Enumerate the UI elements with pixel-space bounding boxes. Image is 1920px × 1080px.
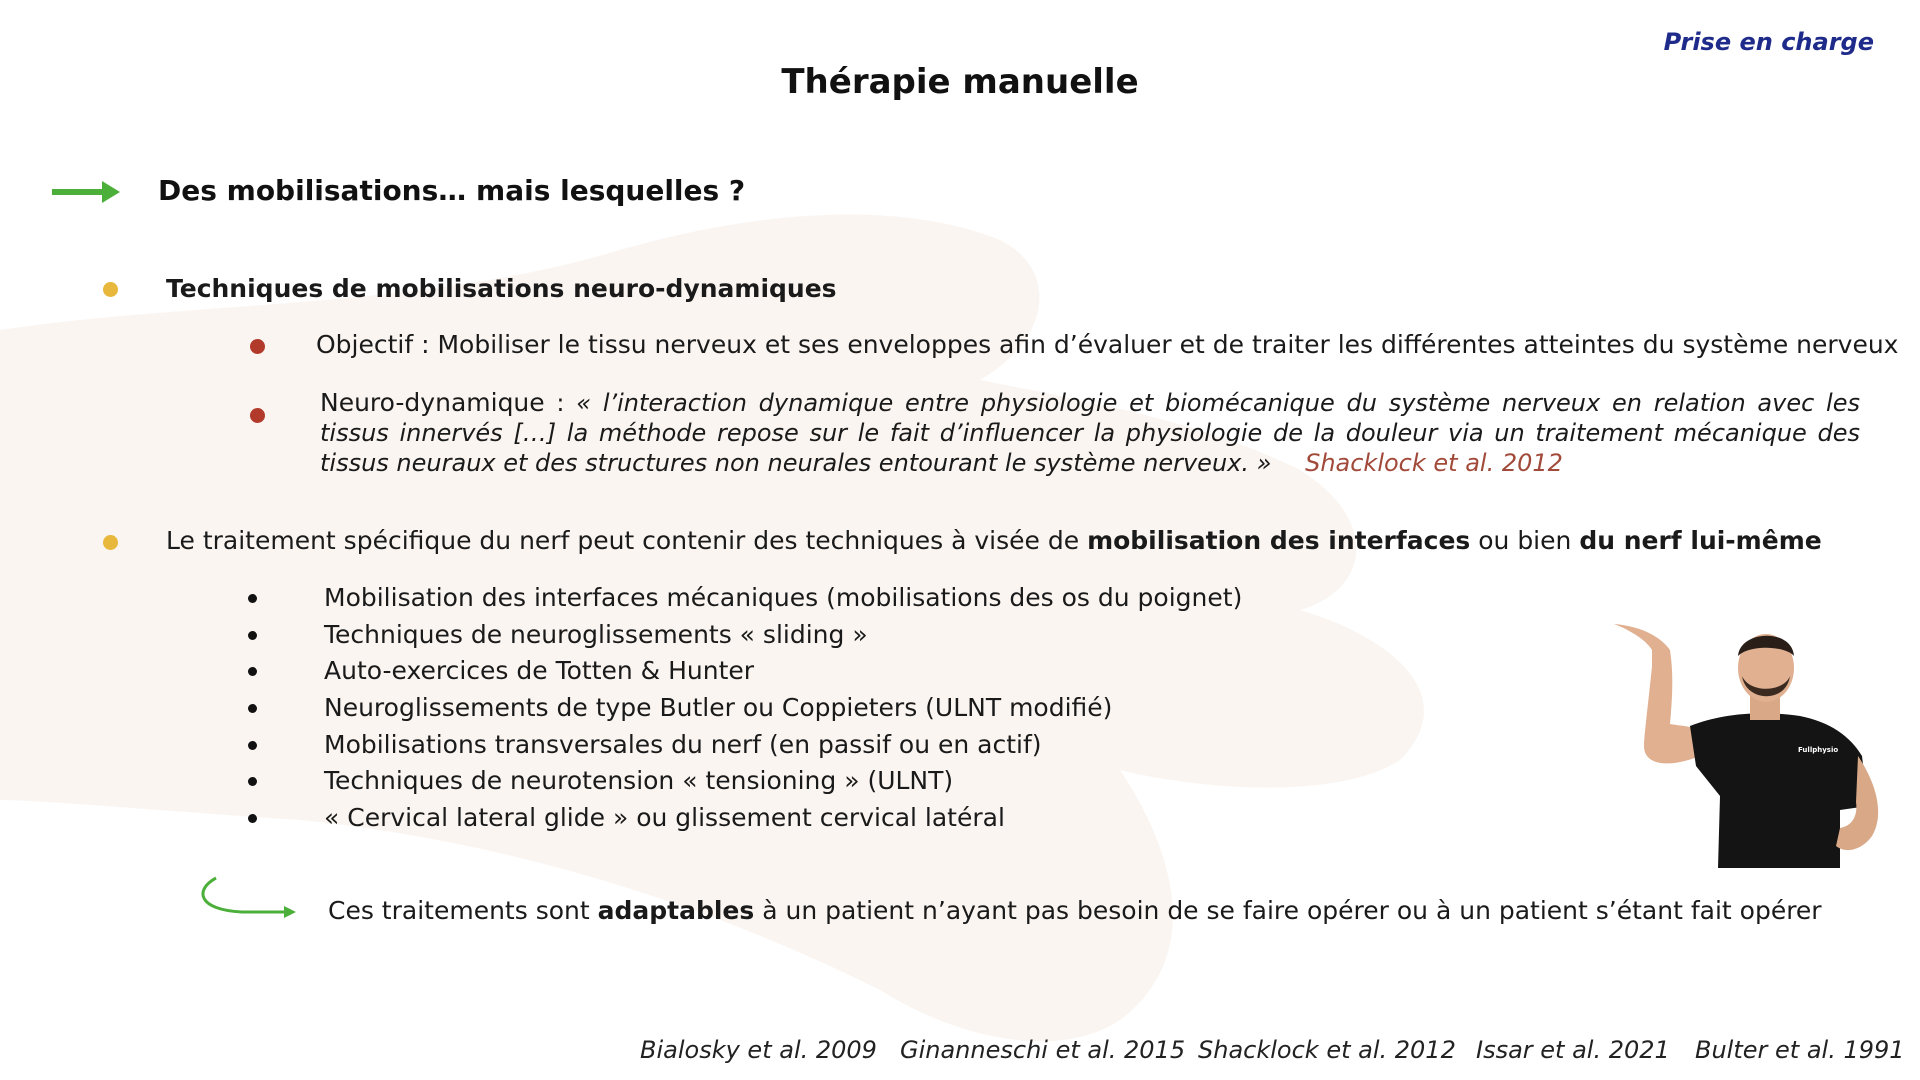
reference-item: Bialosky et al. 2009 bbox=[640, 1036, 877, 1064]
arrow-right-icon bbox=[52, 181, 120, 203]
bullet-icon bbox=[248, 704, 257, 713]
reference-item: Shacklock et al. 2012 bbox=[1198, 1036, 1456, 1064]
references-bar bbox=[0, 1036, 1920, 1072]
objective-text: Objectif : Mobiliser le tissu nerveux et ses enveloppes afin d’évaluer et de traiter les différentes atteintes du système nerveux bbox=[316, 330, 1899, 359]
interfaces-text-start: Le traitement spécifique du nerf peut contenir des techniques à visée de bbox=[166, 526, 1088, 555]
shirt-logo-text: Fullphysio bbox=[1798, 746, 1839, 754]
bullet-icon bbox=[248, 594, 257, 603]
bullet-dot-icon bbox=[103, 535, 118, 550]
neurodynamic-label: Neuro-dynamique bbox=[320, 388, 545, 417]
neurodynamic-citation: Shacklock et al. 2012 bbox=[1305, 449, 1563, 477]
list-item-text: Techniques de neurotension « tensioning » (ULNT) bbox=[324, 766, 954, 796]
bullet-dot-icon bbox=[250, 408, 265, 423]
reference-item: Ginanneschi et al. 2015 bbox=[900, 1036, 1186, 1064]
bullet-icon bbox=[248, 631, 257, 640]
list-item-text: Mobilisation des interfaces mécaniques (mobilisations des os du poignet) bbox=[324, 583, 1243, 612]
reference-item: Issar et al. 2021 bbox=[1476, 1036, 1670, 1064]
interfaces-statement bbox=[166, 526, 1822, 555]
conclusion-text bbox=[328, 896, 1822, 925]
bullet-icon bbox=[248, 741, 257, 750]
conclusion-bold: adaptables bbox=[597, 896, 755, 925]
list-item-text: Techniques de neuroglissements « sliding » bbox=[324, 619, 868, 649]
list-item-text: Auto-exercices de Totten & Hunter bbox=[324, 656, 755, 686]
neurodynamic-quote: « l’interaction dynamique entre physiologie et biomécanique du système nerveux en relation avec les tissus innervés […] la méthode repose sur le fait d’influencer la physiologie de la douleur via un traitement mécanique des tissus neuraux et des structures non neurales entourant le système nerveux. » bbox=[320, 389, 1860, 477]
conclusion-end: à un patient n’ayant pas besoin de se faire opérer ou à un patient s’étant fait opérer bbox=[754, 896, 1822, 925]
conclusion-start: Ces traitements sont bbox=[328, 896, 598, 925]
main-heading: Des mobilisations… mais lesquelles ? bbox=[158, 174, 746, 207]
list-item-text: « Cervical lateral glide » ou glissement cervical latéral bbox=[324, 803, 1005, 833]
page-title: Thérapie manuelle bbox=[781, 62, 1139, 102]
bullet-dot-icon bbox=[250, 339, 265, 354]
curved-arrow-icon bbox=[192, 872, 302, 922]
neurodynamic-separator: : bbox=[544, 389, 577, 417]
bullet-title-neurodynamic: Techniques de mobilisations neuro-dynamiques bbox=[166, 274, 837, 303]
interfaces-text-mid: ou bien bbox=[1470, 526, 1580, 555]
interfaces-bold: mobilisation des interfaces bbox=[1087, 526, 1471, 555]
reference-item: Bulter et al. 1991 bbox=[1695, 1036, 1905, 1064]
nerve-bold: du nerf lui-même bbox=[1579, 526, 1822, 555]
list-item-text: Neuroglissements de type Butler ou Coppieters (ULNT modifié) bbox=[324, 693, 1113, 723]
presenter-photo bbox=[1600, 606, 1920, 876]
neurodynamic-definition bbox=[320, 388, 1860, 478]
bullet-dot-icon bbox=[103, 282, 118, 297]
section-label: Prise en charge bbox=[1663, 28, 1874, 56]
list-item-text: Mobilisations transversales du nerf (en passif ou en actif) bbox=[324, 729, 1042, 759]
